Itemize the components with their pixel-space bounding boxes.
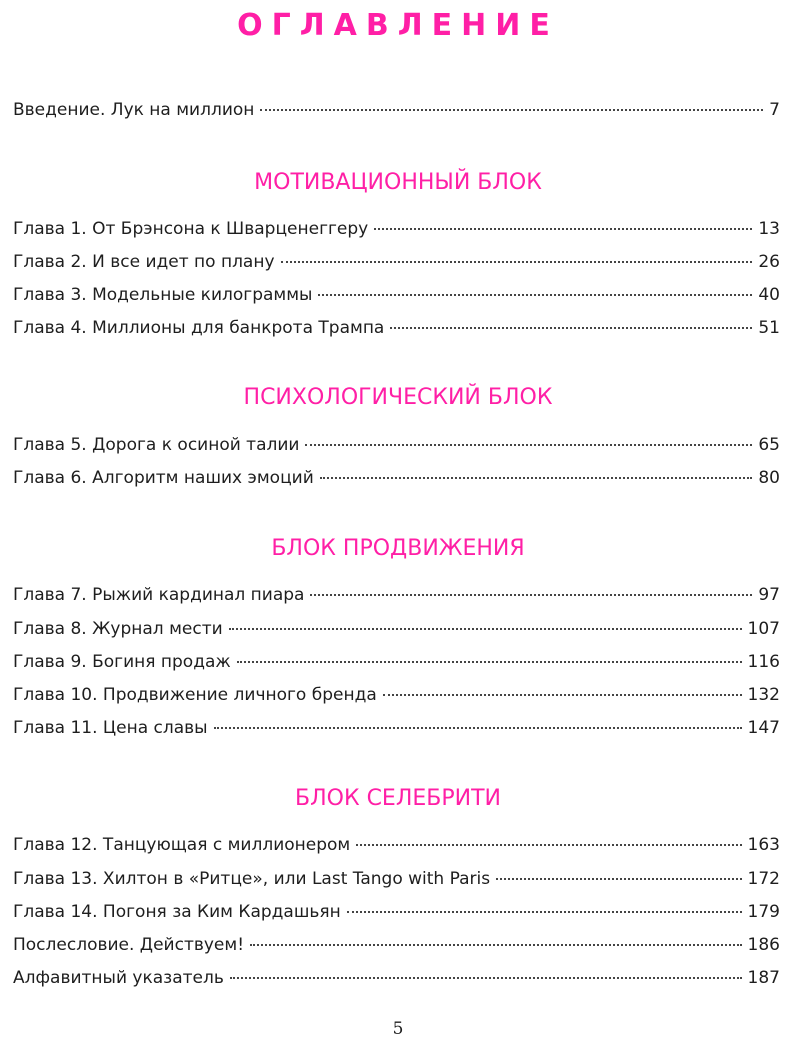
toc-entry-label: Глава 1. От Брэнсона к Шварценеггеру	[13, 219, 369, 239]
toc-entry-label: Глава 2. И все идет по плану	[13, 252, 275, 272]
toc-entry[interactable]	[13, 463, 780, 493]
page-number: 5	[392, 1019, 404, 1039]
toc-entry-label: Глава 3. Модельные килограммы	[13, 285, 313, 305]
toc-entry-page: 51	[758, 318, 780, 338]
toc-entry-label: Послесловие. Действуем!	[13, 935, 245, 955]
dot-leader	[347, 911, 742, 913]
toc-entry[interactable]	[13, 247, 780, 277]
toc-entry-label: Глава 4. Миллионы для банкрота Трампа	[13, 318, 385, 338]
dot-leader	[390, 327, 752, 329]
dot-leader	[310, 594, 752, 596]
toc-entry-label: Глава 13. Хилтон в «Ритце», или Last Tango with Paris	[13, 869, 491, 889]
section-heading-promotion: БЛОК ПРОДВИЖЕНИЯ	[271, 536, 525, 561]
toc-entry-page: 40	[758, 285, 780, 305]
dot-leader	[237, 661, 742, 663]
toc-entry-page: 7	[769, 100, 780, 120]
toc-entry-label: Глава 6. Алгоритм наших эмоций	[13, 468, 314, 488]
dot-leader	[356, 844, 741, 846]
toc-entry-page: 65	[758, 435, 780, 455]
dot-leader	[383, 694, 742, 696]
toc-entry-label: Алфавитный указатель	[13, 968, 224, 988]
toc-entry[interactable]	[13, 897, 780, 927]
dot-leader	[229, 628, 742, 630]
toc-entry-label: Глава 8. Журнал мести	[13, 619, 223, 639]
toc-entry-page: 116	[747, 652, 780, 672]
dot-leader	[374, 228, 752, 230]
toc-entry[interactable]	[13, 680, 780, 710]
toc-entry-page: 97	[758, 585, 780, 605]
dot-leader	[230, 977, 742, 979]
toc-entry[interactable]	[13, 580, 780, 610]
dot-leader	[320, 477, 753, 479]
page-title: ОГЛАВЛЕНИЕ	[237, 8, 559, 43]
toc-entry-page: 26	[758, 252, 780, 272]
toc-entry-page: 186	[747, 935, 780, 955]
toc-entry-label: Глава 12. Танцующая с миллионером	[13, 835, 351, 855]
toc-entry-label: Глава 10. Продвижение личного бренда	[13, 685, 377, 705]
dot-leader	[496, 878, 741, 880]
section-heading-motivation: МОТИВАЦИОННЫЙ БЛОК	[254, 170, 542, 195]
toc-entry[interactable]	[13, 864, 780, 894]
toc-entry-page: 132	[747, 685, 780, 705]
toc-entry-label: Глава 9. Богиня продаж	[13, 652, 231, 672]
toc-entry[interactable]	[13, 930, 780, 960]
toc-entry[interactable]	[13, 713, 780, 743]
toc-entry[interactable]	[13, 280, 780, 310]
dot-leader	[305, 444, 752, 446]
dot-leader	[318, 294, 752, 296]
toc-entry[interactable]	[13, 430, 780, 460]
section-heading-psychology: ПСИХОЛОГИЧЕСКИЙ БЛОК	[243, 385, 553, 410]
toc-entry[interactable]	[13, 313, 780, 343]
toc-entry-page: 179	[747, 902, 780, 922]
toc-entry-label: Глава 5. Дорога к осиной талии	[13, 435, 300, 455]
toc-entry[interactable]	[13, 614, 780, 644]
toc-entry-label: Глава 11. Цена славы	[13, 718, 208, 738]
toc-entry-page: 172	[747, 869, 780, 889]
dot-leader	[260, 109, 763, 111]
toc-entry-label: Глава 14. Погоня за Ким Кардашьян	[13, 902, 341, 922]
toc-entry[interactable]	[13, 830, 780, 860]
toc-entry-intro[interactable]	[13, 95, 780, 125]
section-heading-celebrity: БЛОК СЕЛЕБРИТИ	[295, 786, 501, 811]
toc-entry[interactable]	[13, 214, 780, 244]
dot-leader	[250, 944, 742, 946]
toc-entry-page: 13	[758, 219, 780, 239]
toc-entry[interactable]	[13, 647, 780, 677]
toc-entry-page: 107	[747, 619, 780, 639]
toc-entry-label: Глава 7. Рыжий кардинал пиара	[13, 585, 305, 605]
toc-entry[interactable]	[13, 963, 780, 993]
toc-entry-page: 80	[758, 468, 780, 488]
toc-entry-page: 187	[747, 968, 780, 988]
dot-leader	[281, 261, 753, 263]
toc-entry-page: 147	[747, 718, 780, 738]
toc-entry-label: Введение. Лук на миллион	[13, 100, 255, 120]
toc-entry-page: 163	[747, 835, 780, 855]
dot-leader	[214, 727, 742, 729]
